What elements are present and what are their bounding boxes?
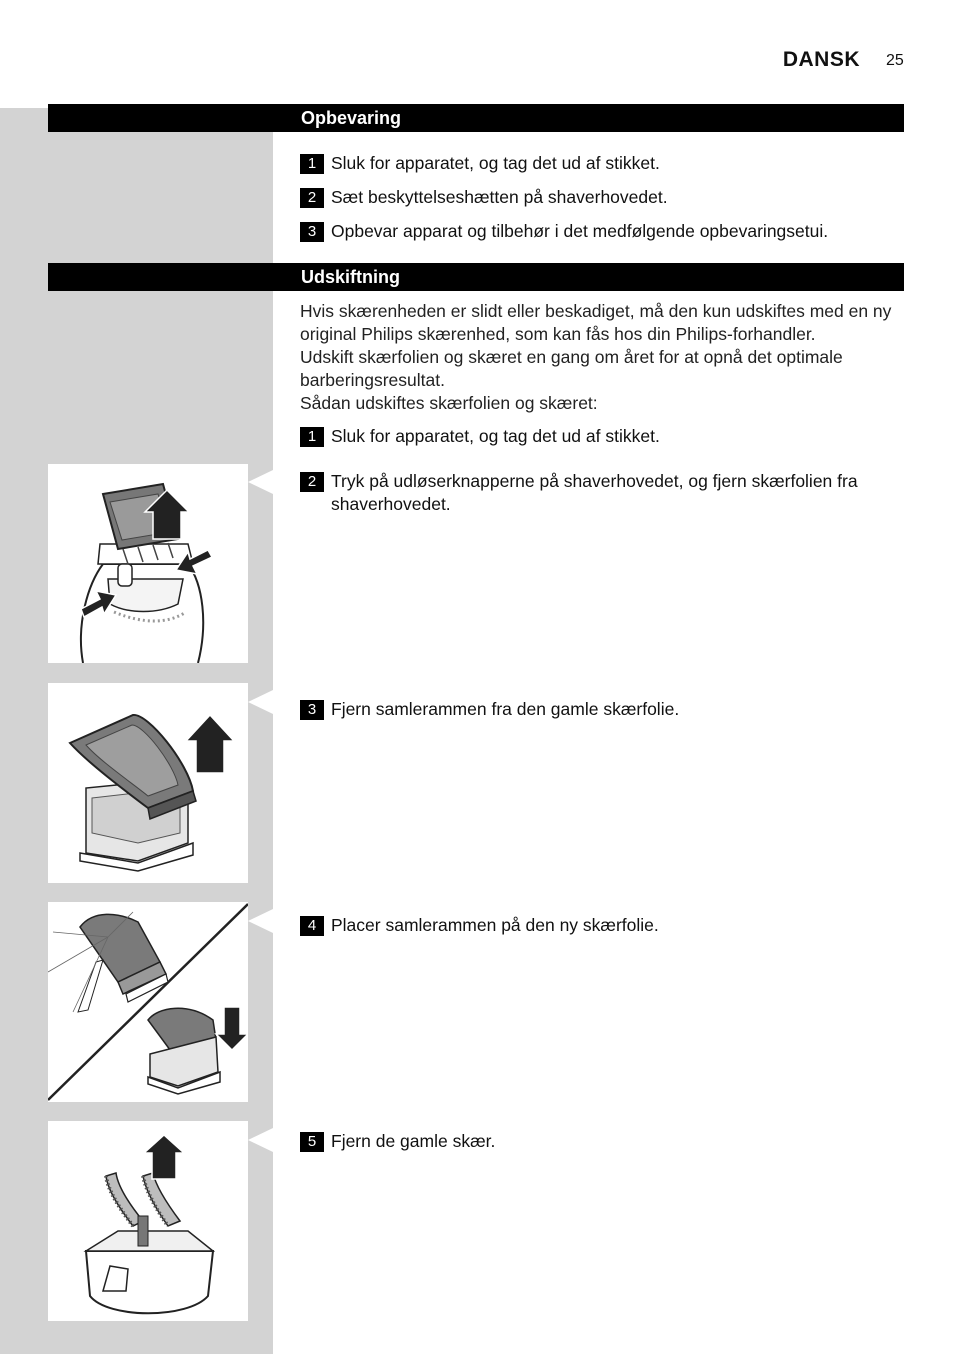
step-number: 5: [300, 1132, 324, 1152]
step-number: 3: [300, 700, 324, 720]
pointer-notch: [248, 909, 273, 933]
intro-paragraph: Hvis skærenheden er slidt eller beskadiget, må den kun udskiftes med en ny original Philips skærenhed, som kan fås hos din Philips-forhandler.: [300, 301, 892, 344]
replace-step-2: [300, 470, 900, 516]
replacement-intro: [300, 300, 906, 415]
step-text: Placer samlerammen på den ny skærfolie.: [331, 915, 659, 935]
illustration-place-frame: [48, 902, 248, 1102]
step-text: Sæt beskyttelseshætten på shaverhovedet.: [331, 187, 668, 207]
replace-step-4: [300, 914, 659, 937]
step-number: 2: [300, 472, 324, 492]
intro-paragraph: Sådan udskiftes skærfolien og skæret:: [300, 393, 598, 413]
step-text: Sluk for apparatet, og tag det ud af stikket.: [331, 153, 660, 173]
step-number: 4: [300, 916, 324, 936]
step-text: Fjern samlerammen fra den gamle skærfolie.: [331, 699, 680, 719]
step-text: Sluk for apparatet, og tag det ud af stikket.: [331, 426, 660, 446]
illustration-remove-cutters: [48, 1121, 248, 1321]
step-text: Tryk på udløserknapperne på shaverhovedet, og fjern skærfolien fra shaverhovedet.: [331, 471, 858, 514]
page-number: 25: [886, 52, 904, 69]
language-heading: DANSK: [782, 48, 860, 71]
replace-step-3: [300, 698, 679, 721]
section-header-opbevaring: [48, 104, 904, 132]
step-number: 2: [300, 188, 324, 208]
step-text: Fjern de gamle skær.: [331, 1131, 496, 1151]
pointer-notch: [248, 690, 273, 714]
illustration-remove-frame: [48, 683, 248, 883]
step-text: Opbevar apparat og tilbehør i det medfølgende opbevaringsetui.: [331, 221, 829, 241]
pointer-notch: [248, 1128, 273, 1152]
replace-step-1: [300, 425, 660, 448]
storage-step-1: [300, 152, 660, 175]
storage-step-3: [300, 220, 828, 243]
replace-step-5: [300, 1130, 495, 1153]
step-number: 1: [300, 154, 324, 174]
storage-step-2: [300, 186, 668, 209]
intro-paragraph: Udskift skærfolien og skæret en gang om året for at opnå det optimale barberingsresultat.: [300, 347, 843, 390]
section-title: Opbevaring: [301, 108, 402, 128]
section-header-udskiftning: [48, 263, 904, 291]
pointer-notch: [248, 470, 273, 494]
step-number: 3: [300, 222, 324, 242]
illustration-remove-foil: [48, 464, 248, 663]
step-number: 1: [300, 427, 324, 447]
section-title: Udskiftning: [301, 267, 400, 287]
